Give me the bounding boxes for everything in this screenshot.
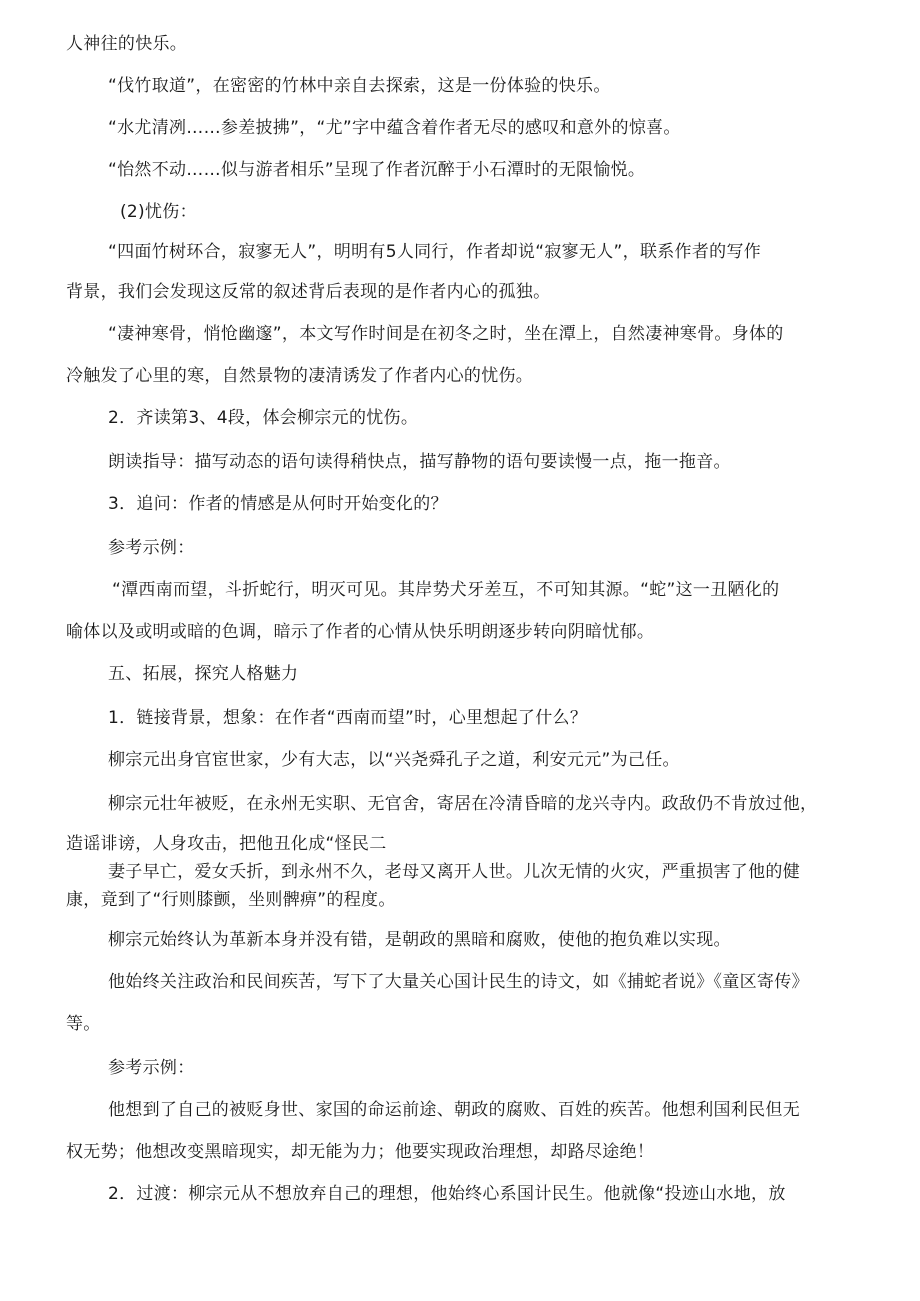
- text-line: 柳宗元出身官宦世家，少有大志，以“兴尧舜孔子之道，利安元元”为己任。: [108, 750, 680, 770]
- text-line: “四面竹树环合，寂寥无人”，明明有5人同行，作者却说“寂寥无人”，联系作者的写作: [108, 242, 762, 262]
- text-line: 康，竟到了“行则膝颤，坐则髀痹”的程度。: [66, 890, 396, 910]
- text-line: “潭西南而望，斗折蛇行，明灭可见。其岸势犬牙差互，不可知其源。“蛇”这一丑陋化的: [112, 580, 780, 600]
- text-line: 等。: [66, 1014, 101, 1034]
- numbered-item: 3．追问：作者的情感是从何时开始变化的？: [108, 494, 448, 514]
- text-line: “水尤清冽……参差披拂”，“尤”字中蕴含着作者无尽的感叹和意外的惊喜。: [108, 118, 681, 138]
- text-line: 人神往的快乐。: [66, 34, 188, 54]
- numbered-item: 2．过渡：柳宗元从不想放弃自己的理想，他始终心系国计民生。他就像“投迹山水地，放: [108, 1184, 786, 1204]
- text-line: 参考示例：: [108, 1058, 195, 1078]
- text-line: 造谣诽谤，人身攻击，把他丑化成“怪民二: [66, 834, 387, 854]
- text-line: 权无势；他想改变黑暗现实，却无能为力；他要实现政治理想，却路尽途绝！: [66, 1142, 655, 1162]
- text-line: 朗读指导：描写动态的语句读得稍快点，描写静物的语句要读慢一点，拖一拖音。: [108, 452, 731, 472]
- text-line: “怡然不动……似与游者相乐”呈现了作者沉醉于小石潭时的无限愉悦。: [108, 160, 646, 180]
- numbered-item: 2．齐读第3、4段，体会柳宗元的忧伤。: [108, 408, 419, 428]
- text-line: 柳宗元始终认为革新本身并没有错，是朝政的黑暗和腐败，使他的抱负难以实现。: [108, 930, 731, 950]
- text-line: “伐竹取道”，在密密的竹林中亲自去探索，这是一份体验的快乐。: [108, 76, 611, 96]
- text-line: 参考示例：: [108, 538, 195, 558]
- text-line: “凄神寒骨，悄怆幽邃”，本文写作时间是在初冬之时，坐在潭上，自然凄神寒骨。身体的: [108, 324, 784, 344]
- section-heading: 五、拓展，探究人格魅力: [108, 664, 299, 684]
- numbered-item: 1．链接背景，想象：在作者“西南而望”时，心里想起了什么？: [108, 708, 588, 728]
- text-line: 冷触发了心里的寒，自然景物的凄清诱发了作者内心的忧伤。: [66, 366, 534, 386]
- text-line: 他始终关注政治和民间疾苦，写下了大量关心国计民生的诗文，如《捕蛇者说》《童区寄传》: [108, 972, 809, 992]
- text-line: 妻子早亡，爱女夭折，到永州不久，老母又离开人世。儿次无情的火灾，严重损害了他的健: [108, 862, 800, 882]
- subheading: (2)忧伤：: [120, 202, 197, 222]
- text-line: 喻体以及或明或暗的色调，暗示了作者的心情从快乐明朗逐步转向阴暗忧郁。: [66, 622, 655, 642]
- text-line: 柳宗元壮年被贬，在永州无实职、无官舍，寄居在冷清昏暗的龙兴寺内。政敌仍不肯放过他，: [108, 794, 818, 814]
- text-line: 背景，我们会发现这反常的叙述背后表现的是作者内心的孤独。: [66, 282, 551, 302]
- text-line: 他想到了自己的被贬身世、家国的命运前途、朝政的腐败、百姓的疾苦。他想利国利民但无: [108, 1100, 800, 1120]
